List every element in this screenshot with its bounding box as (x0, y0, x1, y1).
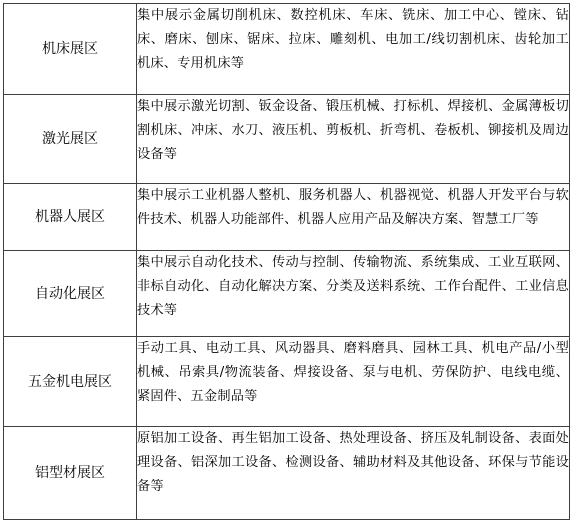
hall-name: 机床展区 (4, 4, 137, 95)
hall-name: 机器人展区 (4, 184, 137, 251)
hall-description: 原铝加工设备、再生铝加工设备、热处理设备、挤压及轧制设备、表面处理设备、铝深加工设备、检测设备、辅助材料及其他设备、环保与节能设备等 (137, 427, 570, 520)
hall-name: 激光展区 (4, 95, 137, 184)
hall-description: 集中展示工业机器人整机、服务机器人、机器视觉、机器人开发平台与软件技术、机器人功能部件、机器人应用产品及解决方案、智慧工厂等 (137, 184, 570, 251)
table-row (4, 251, 570, 337)
table-row (4, 337, 570, 427)
table-row (4, 427, 570, 520)
hall-name: 自动化展区 (4, 251, 137, 337)
table-row (4, 184, 570, 251)
hall-name: 铝型材展区 (4, 427, 137, 520)
hall-description: 手动工具、电动工具、风动器具、磨料磨具、园林工具、机电产品/小型机械、吊索具/物流装备、焊接设备、泵与电机、劳保防护、电线电缆、紧固件、五金制品等 (137, 337, 570, 427)
hall-description: 集中展示金属切削机床、数控机床、车床、铣床、加工中心、镗床、钻床、磨床、刨床、锯床、拉床、雕刻机、电加工/线切割机床、齿轮加工机床、专用机床等 (137, 4, 570, 95)
hall-description: 集中展示激光切割、钣金设备、锻压机械、打标机、焊接机、金属薄板切割机床、冲床、水刀、液压机、剪板机、折弯机、卷板机、铆接机及周边设备等 (137, 95, 570, 184)
table-row (4, 4, 570, 95)
hall-name: 五金机电展区 (4, 337, 137, 427)
exhibition-halls-table (3, 3, 570, 520)
table-row (4, 95, 570, 184)
hall-description: 集中展示自动化技术、传动与控制、传输物流、系统集成、工业互联网、非标自动化、自动化解决方案、分类及送料系统、工作台配件、工业信息技术等 (137, 251, 570, 337)
